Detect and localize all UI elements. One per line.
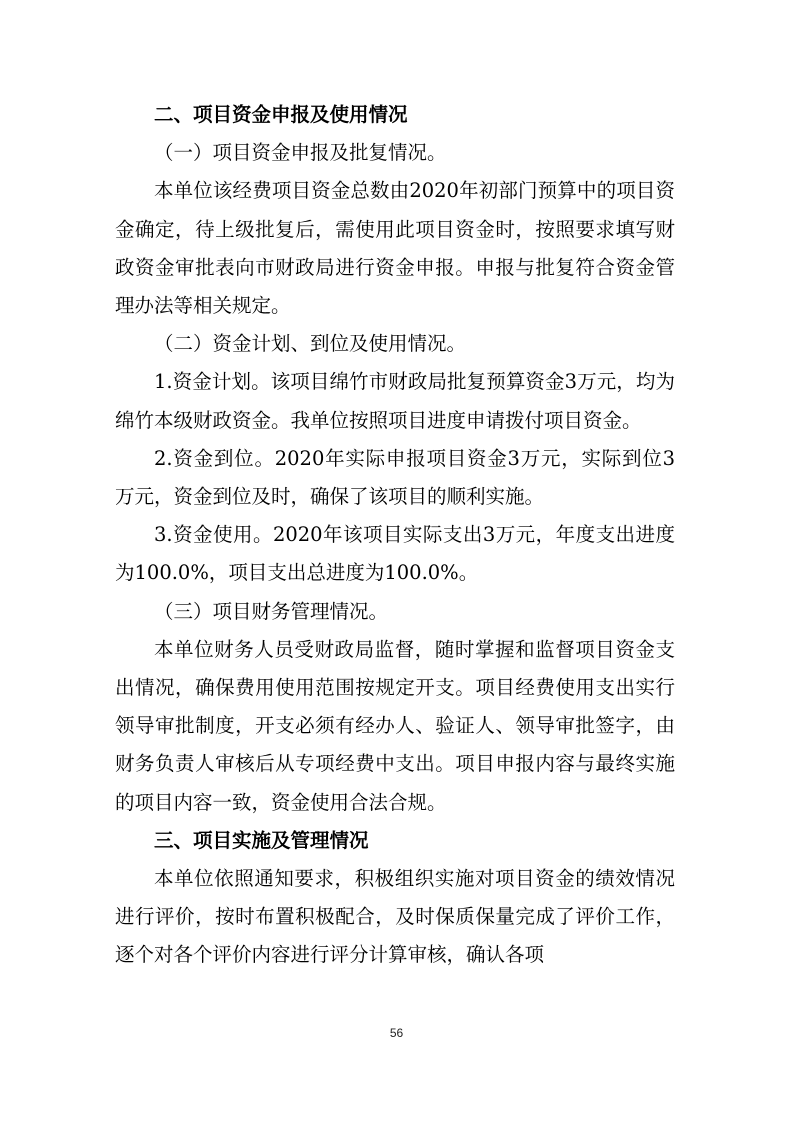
section-heading-3: 三、项目实施及管理情况 [154,828,369,852]
subheading-1: （一）项目资金申报及批复情况。 [154,141,447,165]
section-heading-2: 二、项目资金申报及使用情况 [154,103,408,126]
paragraph: 本单位该经费项目资金总数由2020年初部门预算中的项目资金确定，待上级批复后，需使用此项目资金时，按照要求填写财政资金审批表向市财政局进行资金申报。申报与批复符合资金管理办法等相关规定。 [115,179,675,318]
paragraph: 1.资金计划。该项目绵竹市财政局批复预算资金3万元，均为绵竹本级财政资金。我单位按照项目进度申请拨付项目资金。 [115,370,675,432]
subheading-3: （三）项目财务管理情况。 [154,599,389,623]
paragraph: 本单位依照通知要求，积极组织实施对项目资金的绩效情况进行评价，按时布置积极配合，及时保质保量完成了评价工作，逐个对各个评价内容进行评分计算审核，确认各项 [115,867,675,967]
paragraph: 3.资金使用。2020年该项目实际支出3万元，年度支出进度为100.0%，项目支出总进度为100.0%。 [115,523,675,585]
paragraph: 本单位财务人员受财政局监督，随时掌握和监督项目资金支出情况，确保费用使用范围按规定开支。项目经费使用支出实行领导审批制度，开支必须有经办人、验证人、领导审批签字，由财务负责人审核后从专项经费中支出。项目申报内容与最终实施的项目内容一致，资金使用合法合规。 [115,637,675,814]
subheading-2: （二）资金计划、到位及使用情况。 [154,332,467,356]
document-body [115,96,675,975]
page-number: 56 [389,1026,404,1040]
paragraph: 2.资金到位。2020年实际申报项目资金3万元，实际到位3万元，资金到位及时，确保了该项目的顺利实施。 [115,446,675,509]
